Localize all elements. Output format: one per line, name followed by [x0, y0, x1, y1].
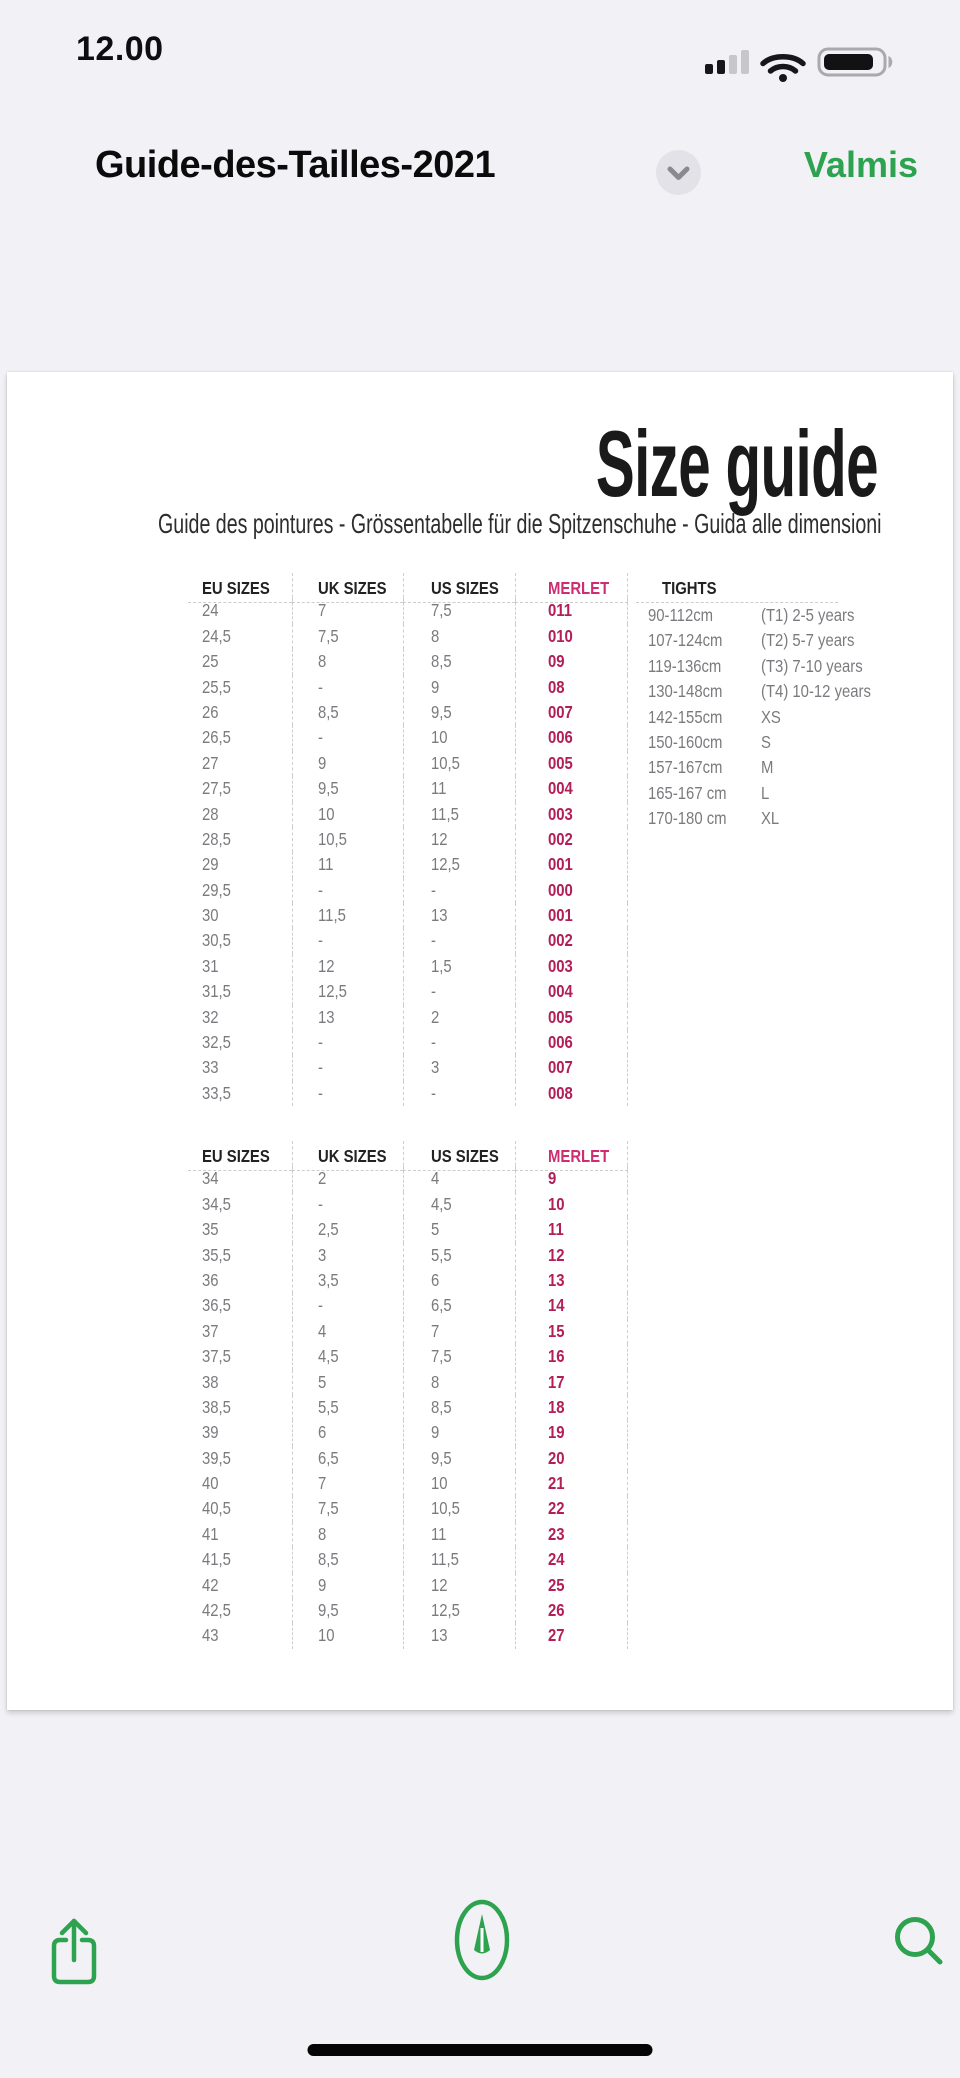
tights-range: 170-180 cm — [648, 808, 727, 829]
size-cell: 10 — [292, 802, 403, 827]
size-cell: - — [292, 878, 403, 903]
size-cell: 13 — [292, 1005, 403, 1030]
size-cell: 6,5 — [403, 1293, 515, 1318]
size-cell: 42,5 — [202, 1600, 231, 1621]
size-cell: 7,5 — [292, 1496, 403, 1521]
merlet-cell: 15 — [515, 1319, 628, 1344]
size-cell: 13 — [403, 1623, 515, 1648]
status-time: 12.00 — [76, 30, 164, 68]
size-cell: - — [403, 979, 515, 1004]
size-cell: 11,5 — [292, 903, 403, 928]
size-cell: 37,5 — [202, 1346, 231, 1367]
size-cell: 3,5 — [292, 1268, 403, 1293]
size-cell: - — [403, 1081, 515, 1106]
size-table-2 — [188, 1141, 628, 1649]
size-cell: 7 — [292, 1471, 403, 1496]
size-cell: 36 — [202, 1269, 219, 1290]
merlet-cell: 001 — [515, 903, 628, 928]
merlet-cell: 24 — [515, 1547, 628, 1572]
size-cell: 10,5 — [403, 1496, 515, 1521]
search-button[interactable] — [890, 1912, 948, 1973]
size-cell: 7 — [292, 598, 403, 623]
merlet-cell: 23 — [515, 1522, 628, 1547]
size-cell: 11 — [403, 776, 515, 801]
size-cell: 11,5 — [403, 1547, 515, 1572]
size-cell: 6 — [292, 1420, 403, 1445]
document-subtitle: Guide des pointures - Grössentabelle für die Spitzenschuhe - Guida alle dimensioni — [157, 508, 881, 539]
size-cell: 9,5 — [292, 1598, 403, 1623]
size-cell: 40 — [202, 1473, 219, 1494]
size-cell: 32,5 — [202, 1032, 231, 1053]
size-cell: 7,5 — [403, 1344, 515, 1369]
size-cell: 6,5 — [292, 1446, 403, 1471]
merlet-cell: 18 — [515, 1395, 628, 1420]
merlet-cell: 004 — [515, 776, 628, 801]
done-button[interactable]: Valmis — [803, 144, 918, 185]
size-cell: 33 — [202, 1057, 219, 1078]
title-menu-button[interactable] — [656, 150, 701, 195]
size-cell: 10 — [403, 725, 515, 750]
merlet-cell: 17 — [515, 1370, 628, 1395]
size-cell: - — [292, 675, 403, 700]
column-header: EU SIZES — [188, 1141, 292, 1171]
merlet-cell: 002 — [515, 827, 628, 852]
size-cell: 31,5 — [202, 981, 231, 1002]
merlet-cell: 007 — [515, 1055, 628, 1080]
size-cell: 8,5 — [292, 1547, 403, 1572]
size-cell: 12,5 — [403, 1598, 515, 1623]
size-cell: 26,5 — [202, 727, 231, 748]
size-cell: 8,5 — [292, 700, 403, 725]
size-cell: 24,5 — [202, 625, 231, 646]
size-cell: 31 — [202, 955, 219, 976]
tights-label: L — [761, 782, 770, 803]
size-cell: 1,5 — [403, 954, 515, 979]
size-cell: 9,5 — [403, 700, 515, 725]
size-cell: 9 — [403, 675, 515, 700]
tights-label: (T1) 2-5 years — [761, 605, 855, 625]
merlet-cell: 21 — [515, 1471, 628, 1496]
size-cell: 8,5 — [403, 649, 515, 674]
size-cell: 10,5 — [292, 827, 403, 852]
merlet-cell: 011 — [515, 598, 628, 623]
size-cell: 5,5 — [403, 1243, 515, 1268]
size-cell: 5 — [403, 1217, 515, 1242]
size-cell: 2,5 — [292, 1217, 403, 1242]
tights-label: XL — [761, 808, 780, 829]
merlet-cell: 010 — [515, 624, 628, 649]
size-cell: 39,5 — [202, 1447, 231, 1468]
merlet-cell: 09 — [515, 649, 628, 674]
size-cell: - — [292, 1293, 403, 1318]
size-cell: 9 — [292, 1573, 403, 1598]
tights-range: 130-148cm — [648, 681, 723, 702]
wifi-icon — [763, 57, 803, 82]
size-cell: 41,5 — [202, 1549, 231, 1570]
document-title: Size guide — [595, 411, 878, 516]
size-cell: 4 — [403, 1166, 515, 1191]
size-cell: 38,5 — [202, 1396, 231, 1417]
size-cell: 28,5 — [202, 828, 231, 849]
size-cell: 3 — [292, 1243, 403, 1268]
merlet-cell: 9 — [515, 1166, 628, 1191]
merlet-cell: 16 — [515, 1344, 628, 1369]
size-cell: 7 — [403, 1319, 515, 1344]
size-cell: 9,5 — [403, 1446, 515, 1471]
size-cell: 41 — [202, 1523, 219, 1544]
size-cell: 4,5 — [403, 1192, 515, 1217]
merlet-cell: 004 — [515, 979, 628, 1004]
tights-range: 119-136cm — [648, 655, 722, 676]
size-cell: 30 — [202, 905, 219, 926]
document-page[interactable] — [7, 372, 953, 1710]
size-cell: 12 — [292, 954, 403, 979]
tights-range: 90-112cm — [648, 605, 714, 625]
tights-table — [636, 573, 871, 832]
size-cell: 36,5 — [202, 1295, 231, 1316]
file-title: Guide-des-Tailles-2021 — [95, 144, 496, 186]
size-cell: 11,5 — [403, 802, 515, 827]
merlet-cell: 27 — [515, 1623, 628, 1648]
merlet-cell: 005 — [515, 751, 628, 776]
size-cell: 32 — [202, 1006, 219, 1027]
merlet-cell: 000 — [515, 878, 628, 903]
size-cell: 5 — [292, 1370, 403, 1395]
size-cell: 29 — [202, 854, 219, 875]
size-cell: 12 — [403, 1573, 515, 1598]
tights-label: M — [761, 757, 774, 778]
size-cell: - — [292, 1081, 403, 1106]
size-cell: 27 — [202, 752, 219, 773]
size-cell: 26 — [202, 701, 219, 722]
size-cell: 29,5 — [202, 879, 231, 900]
size-cell: 10 — [292, 1623, 403, 1648]
chevron-down-icon — [656, 150, 701, 195]
size-cell: 28 — [202, 803, 219, 824]
merlet-cell: 002 — [515, 928, 628, 953]
merlet-cell: 003 — [515, 802, 628, 827]
size-cell: 12 — [403, 827, 515, 852]
merlet-cell: 005 — [515, 1005, 628, 1030]
size-cell: 9 — [403, 1420, 515, 1445]
markup-button[interactable] — [451, 1898, 513, 1985]
size-cell: 6 — [403, 1268, 515, 1293]
share-button[interactable] — [44, 1916, 104, 1991]
merlet-cell: 19 — [515, 1420, 628, 1445]
tights-range: 157-167cm — [648, 757, 723, 778]
size-cell: - — [292, 1055, 403, 1080]
tights-range: 165-167 cm — [648, 782, 727, 803]
merlet-cell: 26 — [515, 1598, 628, 1623]
tights-label: S — [761, 731, 771, 752]
size-cell: 42 — [202, 1574, 219, 1595]
column-header: EU SIZES — [188, 573, 292, 603]
size-cell: 40,5 — [202, 1498, 231, 1519]
size-table-1 — [188, 573, 628, 1106]
tights-label: XS — [761, 706, 781, 727]
tights-header: TIGHTS — [636, 573, 838, 603]
tights-range: 107-124cm — [648, 630, 723, 651]
merlet-cell: 007 — [515, 700, 628, 725]
column-header: US SIZES — [403, 573, 515, 603]
share-icon — [44, 1916, 104, 1988]
size-cell: 9 — [292, 751, 403, 776]
cellular-signal-icon — [705, 50, 749, 74]
markup-icon — [451, 1898, 513, 1982]
size-cell: 33,5 — [202, 1082, 231, 1103]
merlet-cell: 12 — [515, 1243, 628, 1268]
size-cell: 2 — [403, 1005, 515, 1030]
size-cell: - — [403, 1030, 515, 1055]
size-cell: 38 — [202, 1371, 219, 1392]
merlet-cell: 08 — [515, 675, 628, 700]
merlet-cell: 10 — [515, 1192, 628, 1217]
size-cell: 8 — [292, 649, 403, 674]
size-cell: - — [292, 1030, 403, 1055]
size-cell: 9,5 — [292, 776, 403, 801]
merlet-cell: 13 — [515, 1268, 628, 1293]
merlet-cell: 008 — [515, 1081, 628, 1106]
size-cell: 25,5 — [202, 676, 231, 697]
size-cell: 3 — [403, 1055, 515, 1080]
tights-label: (T2) 5-7 years — [761, 630, 855, 651]
size-cell: 27,5 — [202, 778, 231, 799]
column-header: UK SIZES — [292, 573, 403, 603]
size-cell: 39 — [202, 1422, 219, 1443]
size-cell: 34,5 — [202, 1193, 231, 1214]
size-cell: 4,5 — [292, 1344, 403, 1369]
tights-range: 142-155cm — [648, 706, 723, 727]
tights-label: (T4) 10-12 years — [761, 681, 871, 702]
tights-range: 150-160cm — [648, 731, 723, 752]
column-header: MERLET — [515, 573, 628, 603]
size-cell: 11 — [403, 1522, 515, 1547]
size-cell: 25 — [202, 651, 219, 672]
size-cell: 13 — [403, 903, 515, 928]
size-cell: 43 — [202, 1625, 219, 1646]
size-cell: 34 — [202, 1168, 219, 1189]
status-icons — [700, 42, 900, 82]
merlet-cell: 006 — [515, 725, 628, 750]
size-cell: 37 — [202, 1320, 219, 1341]
size-cell: - — [403, 878, 515, 903]
size-cell: 8,5 — [403, 1395, 515, 1420]
size-cell: 30,5 — [202, 930, 231, 951]
merlet-cell: 22 — [515, 1496, 628, 1521]
size-cell: 8 — [403, 1370, 515, 1395]
size-cell: 11 — [292, 852, 403, 877]
size-cell: 7,5 — [292, 624, 403, 649]
size-cell: 12,5 — [292, 979, 403, 1004]
merlet-cell: 14 — [515, 1293, 628, 1318]
merlet-cell: 006 — [515, 1030, 628, 1055]
merlet-cell: 003 — [515, 954, 628, 979]
size-cell: 4 — [292, 1319, 403, 1344]
tights-label: (T3) 7-10 years — [761, 655, 863, 676]
search-icon — [890, 1912, 948, 1970]
size-cell: 12,5 — [403, 852, 515, 877]
size-cell: 24 — [202, 600, 219, 621]
battery-icon — [819, 49, 892, 75]
column-header: US SIZES — [403, 1141, 515, 1171]
size-cell: 7,5 — [403, 598, 515, 623]
size-cell: - — [292, 1192, 403, 1217]
merlet-cell: 25 — [515, 1573, 628, 1598]
size-cell: 5,5 — [292, 1395, 403, 1420]
size-cell: - — [292, 928, 403, 953]
merlet-cell: 11 — [515, 1217, 628, 1242]
size-cell: - — [292, 725, 403, 750]
size-cell: - — [403, 928, 515, 953]
size-cell: 35,5 — [202, 1244, 231, 1265]
merlet-cell: 20 — [515, 1446, 628, 1471]
size-cell: 10,5 — [403, 751, 515, 776]
size-cell: 10 — [403, 1471, 515, 1496]
column-header: UK SIZES — [292, 1141, 403, 1171]
size-cell: 8 — [292, 1522, 403, 1547]
home-indicator[interactable] — [308, 2044, 653, 2056]
size-cell: 2 — [292, 1166, 403, 1191]
size-cell: 35 — [202, 1219, 219, 1240]
size-cell: 8 — [403, 624, 515, 649]
column-header: MERLET — [515, 1141, 628, 1171]
merlet-cell: 001 — [515, 852, 628, 877]
